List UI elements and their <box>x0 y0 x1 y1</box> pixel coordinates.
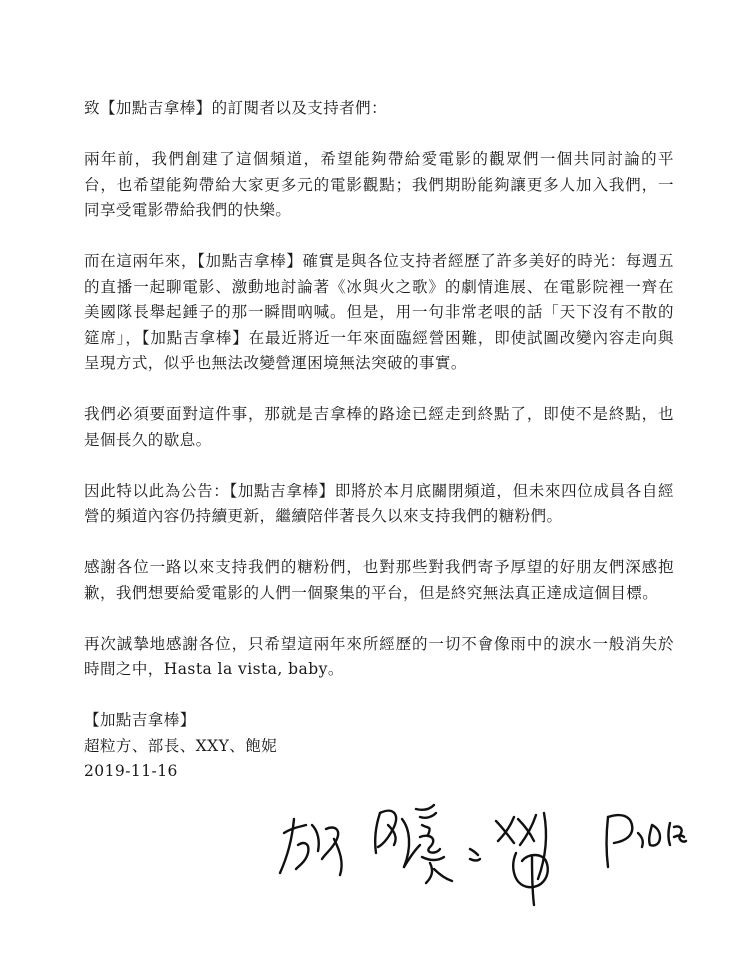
signature-image <box>270 795 710 935</box>
sign-date: 2019-11-16 <box>84 762 178 780</box>
sign-channel-name: 【加點吉拿棒】 <box>84 711 196 729</box>
paragraph-4: 因此特以此為公告：【加點吉拿棒】即將於本月底關閉頻道，但未來四位成員各自經營的頻道內容仍持續更新，繼續陪伴著長久以來支持我們的糖粉們。 <box>84 481 674 525</box>
signature-block <box>84 708 674 785</box>
greeting-line: 致【加點吉拿棒】的訂閱者以及支持者們： <box>84 99 388 117</box>
announcement-letter <box>84 96 674 785</box>
paragraph-1: 兩年前，我們創建了這個頻道，希望能夠帶給愛電影的觀眾們一個共同討論的平台，也希望能夠帶給大家更多元的電影觀點；我們期盼能夠讓更多人加入我們，一同享受電影帶給我們的快樂。 <box>84 150 674 219</box>
signature-2 <box>375 805 452 883</box>
signature-1 <box>280 819 342 875</box>
signature-3 <box>470 813 548 905</box>
paragraph-3: 我們必須要面對這件事，那就是吉拿棒的路途已經走到終點了，即使不是終點，也是個長久的歇息。 <box>84 405 674 449</box>
handwritten-signatures <box>270 795 710 935</box>
paragraph-2: 而在這兩年來，【加點吉拿棒】確實是與各位支持者經歷了許多美好的時光：每週五的直播一起聊電影、激動地討論著《冰與火之歌》的劇情進展、在電影院裡一齊在美國隊長舉起錘子的那一瞬間吶喊。但是，用一句非常老哏的話「天下沒有不散的筵席」，【加點吉拿棒】在最近將近一年來面臨經營困難，即使試圖改變內容走向與呈現方式，似乎也無法改變營運困境無法突破的事實。 <box>84 252 674 372</box>
paragraph-5: 感謝各位一路以來支持我們的糖粉們，也對那些對我們寄予厚望的好朋友們深感抱歉，我們想要給愛電影的人們一個聚集的平台，但是終究無法真正達成這個目標。 <box>84 558 674 602</box>
paragraph-6: 再次誠摯地感謝各位，只希望這兩年來所經歷的一切不會像雨中的淚水一般消失於時間之中，Hasta la vista, baby。 <box>84 634 674 678</box>
sign-members: 超粒方、部長、XXY、飽妮 <box>84 736 278 755</box>
signature-4 <box>607 815 687 867</box>
